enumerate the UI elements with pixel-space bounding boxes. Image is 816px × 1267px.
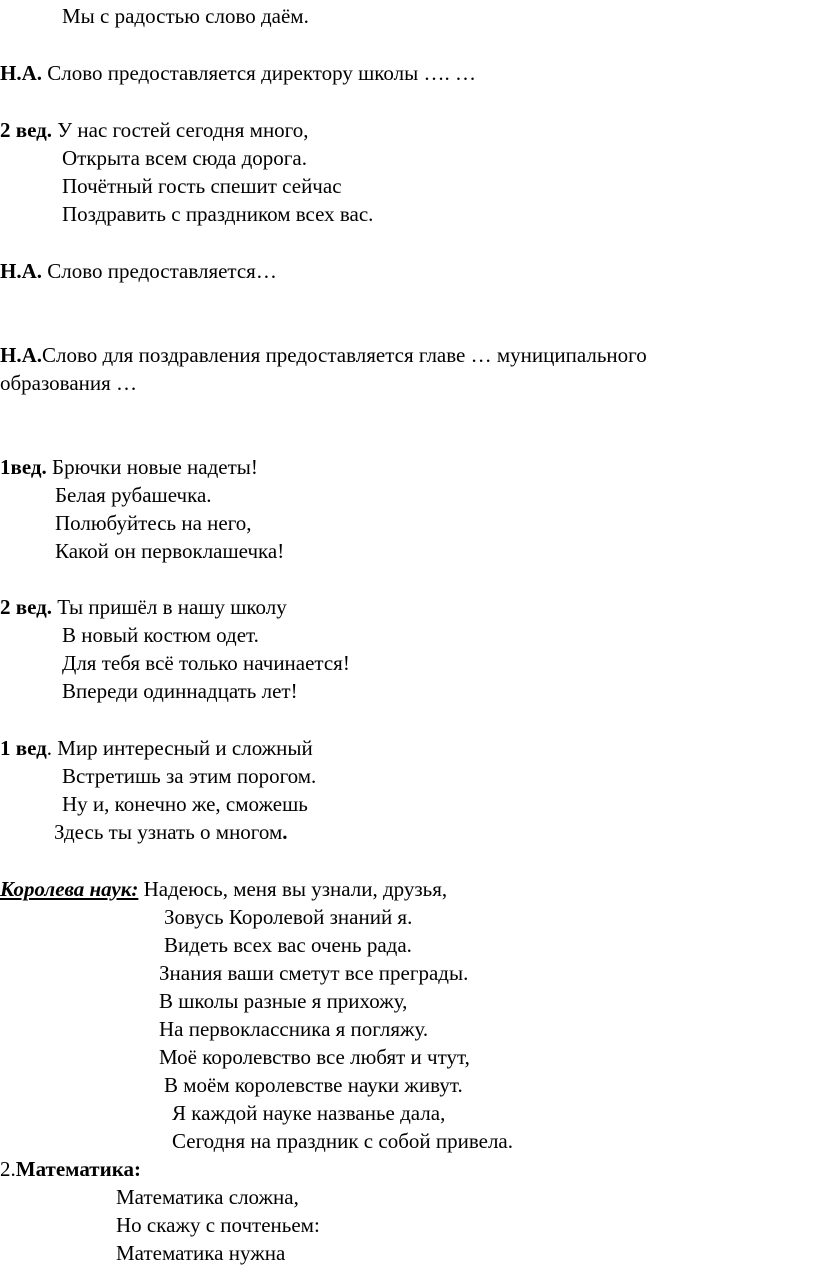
intro-line: Мы с радостью слово даём.	[62, 4, 309, 28]
verse-line: Брючки новые надеты!	[46, 455, 258, 479]
verse-line: Ну и, конечно же, сможешь	[62, 792, 308, 816]
verse-line: Ты пришёл в нашу школу	[52, 595, 287, 619]
verse-line: У нас гостей сегодня много,	[52, 118, 309, 142]
speaker-label: Математика:	[15, 1157, 141, 1181]
verse-line: Почётный гость спешит сейчас	[62, 174, 342, 198]
verse-line: Белая рубашечка.	[55, 483, 212, 507]
verse-line: Какой он первоклашечка!	[55, 539, 285, 563]
verse-line: Впереди одиннадцать лет!	[62, 679, 298, 703]
verse-line: Знания ваши сметут все преграды.	[159, 961, 469, 985]
block7-first-line	[0, 734, 313, 762]
block4-continuation: образования …	[0, 371, 138, 395]
verse-line: Моё королевство все любят и чтут,	[159, 1045, 470, 1069]
section-number: 2.	[0, 1157, 16, 1181]
verse-line: Зовусь Королевой знаний я.	[164, 905, 413, 929]
verse-line: Открыта всем сюда дорога.	[62, 146, 307, 170]
verse-line: В новый костюм одет.	[62, 623, 259, 647]
verse-line: Полюбуйтесь на него,	[55, 511, 252, 535]
speech-text: Слово предоставляется директору школы …. …	[42, 61, 476, 85]
verse-line: На первоклассника я погляжу.	[159, 1017, 429, 1041]
speaker-label: Н.А.	[0, 343, 42, 367]
verse-line	[54, 818, 288, 846]
block9-heading	[0, 1155, 141, 1183]
verse-line: В школы разные я прихожу,	[159, 989, 408, 1013]
speaker-label: 2 вед.	[0, 595, 53, 619]
speaker-label: Королева наук:	[0, 877, 139, 901]
speaker-label: 1вед.	[0, 455, 47, 479]
verse-end-punct: .	[282, 820, 288, 844]
verse-line: Математика нужна	[116, 1241, 286, 1265]
verse-line: Математика сложна,	[116, 1185, 299, 1209]
verse-line: Надеюсь, меня вы узнали, друзья,	[138, 877, 448, 901]
verse-line: Для тебя всё только начинается!	[62, 651, 350, 675]
block6-first-line	[0, 593, 287, 621]
speaker-label: Н.А.	[0, 61, 42, 85]
block4-line	[0, 341, 647, 369]
verse-line: Поздравить с праздником всех вас.	[62, 202, 374, 226]
block3-line	[0, 257, 277, 285]
verse-line: В моём королевстве науки живут.	[164, 1073, 463, 1097]
block2-first-line	[0, 116, 309, 144]
block1-line	[0, 59, 476, 87]
block8-first-line	[0, 875, 447, 903]
speaker-label: 2 вед.	[0, 118, 53, 142]
speech-text: Слово предоставляется…	[42, 259, 277, 283]
verse-line: Сегодня на праздник с собой привела.	[172, 1129, 514, 1153]
verse-line: Встретишь за этим порогом.	[62, 764, 317, 788]
speech-text: Слово для поздравления предоставляется главе … муниципального	[42, 343, 647, 367]
block5-first-line	[0, 453, 258, 481]
speaker-label: Н.А.	[0, 259, 42, 283]
verse-line: Видеть всех вас очень рада.	[164, 933, 412, 957]
verse-line: . Мир интересный и сложный	[46, 736, 313, 760]
verse-line: Я каждой науке названье дала,	[172, 1101, 446, 1125]
speaker-label: 1 вед	[0, 736, 47, 760]
verse-line: Но скажу с почтеньем:	[116, 1213, 320, 1237]
verse-text: Здесь ты узнать о многом	[54, 820, 283, 844]
